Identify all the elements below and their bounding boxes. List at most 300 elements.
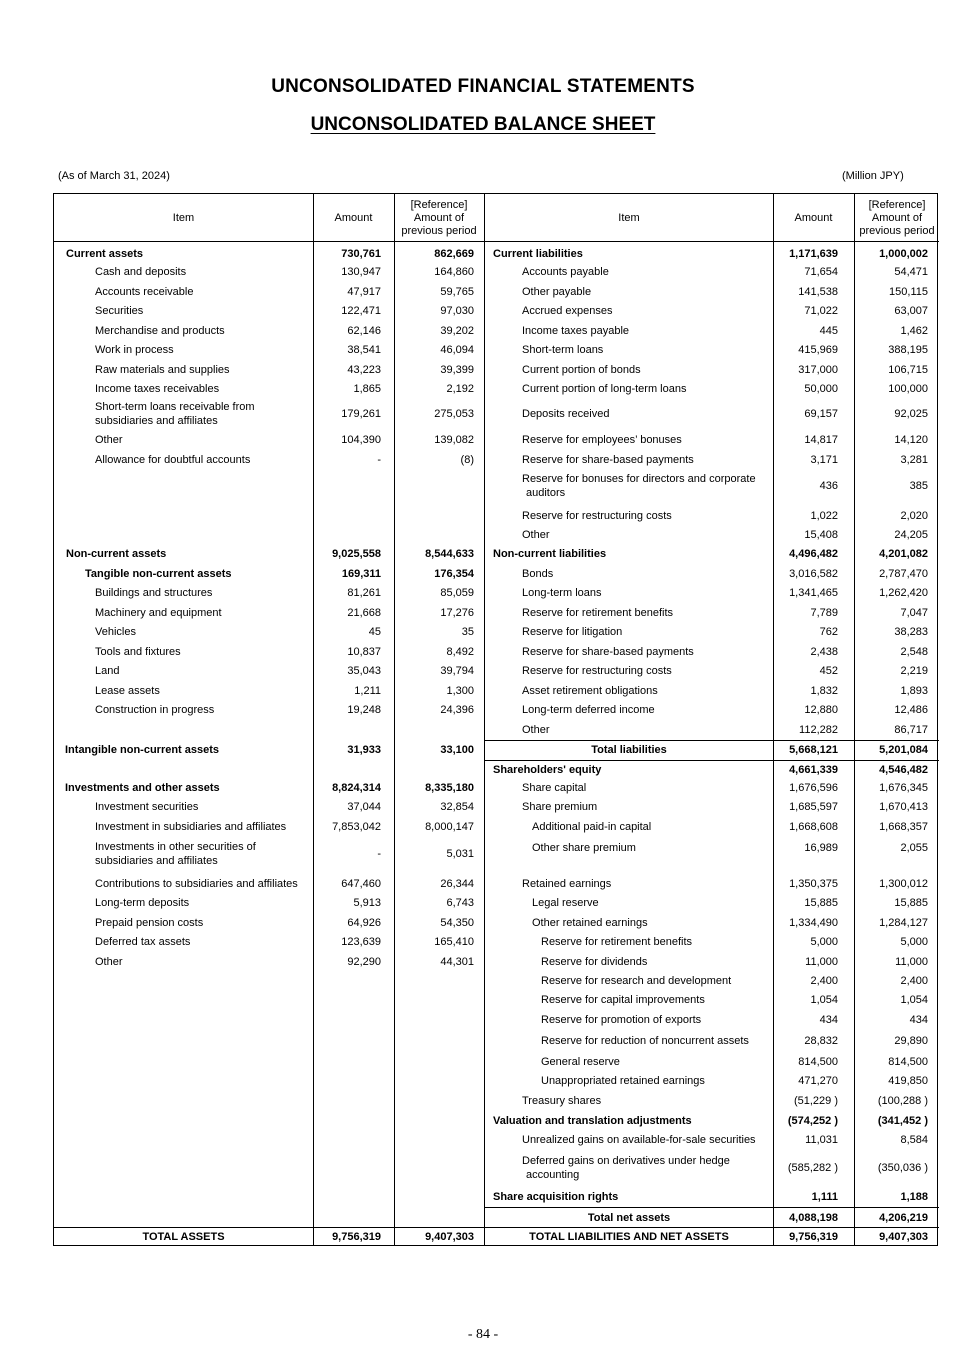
table-row [485,262,939,281]
amount-cell: (585,282 ) [787,1162,838,1174]
previous-amount-cell: 165,410 [434,935,474,948]
previous-amount-cell: 11,000 [895,955,928,968]
previous-amount-cell: 1,670,413 [879,800,928,813]
currency-unit: (Million JPY) [842,170,904,182]
table-row [54,837,484,871]
amount-cell: 1,350,375 [789,877,838,890]
row-label: Accounts payable [522,265,609,278]
amount-cell: 9,756,319 [332,1231,381,1243]
table-row [485,282,939,301]
previous-amount-cell: 59,765 [440,285,474,298]
row-label: Machinery and equipment [95,606,222,619]
previous-amount-cell: 5,000 [900,935,928,948]
amount-cell: 10,837 [347,645,381,658]
amount-cell: 16,989 [804,842,838,854]
row-label: Total net assets [587,1211,671,1224]
previous-amount-cell: 2,787,470 [879,567,928,580]
previous-amount-cell: 39,399 [440,363,474,376]
previous-amount-cell: 8,544,633 [425,547,474,560]
table-row [485,430,939,449]
row-label: Reserve for retirement benefits [541,935,693,948]
table-row [54,817,484,836]
previous-amount-cell: 8,000,147 [425,820,474,833]
row-label: Work in process [95,343,174,356]
valuation-adjustments-row [485,1111,939,1130]
table-row [485,506,939,525]
previous-amount-cell: 1,668,357 [879,820,928,833]
amount-cell: 38,541 [347,343,381,356]
previous-amount-cell: 385 [909,480,928,492]
table-row [485,1091,939,1110]
row-label: Deposits received [522,408,610,420]
amount-cell: 62,146 [347,324,381,337]
previous-amount-cell: 1,054 [900,993,928,1006]
previous-amount-cell: 1,000,002 [879,248,928,260]
row-label: Reserve for capital improvements [541,993,705,1006]
row-label: Treasury shares [522,1094,602,1107]
row-label: Legal reserve [532,896,599,909]
liabilities-header [485,194,939,242]
row-label: Share premium [522,800,598,813]
previous-amount-cell: 388,195 [888,343,928,356]
row-label: Buildings and structures [95,586,213,599]
amount-cell: 19,248 [347,703,381,716]
row-label: Construction in progress [95,703,215,716]
previous-amount-cell: 46,094 [440,343,474,356]
previous-amount-cell: 2,020 [900,509,928,522]
amount-cell: 1,211 [354,684,381,697]
noncurrent-liabilities-row [485,544,939,563]
amount-cell: 730,761 [341,248,381,260]
investments-row [54,778,484,797]
row-label: Securities [95,304,144,317]
row-label: Reserve for retirement benefits [522,606,674,619]
header-reference: [Reference] Amount of previous period [859,198,935,237]
previous-amount-cell: 1,893 [900,684,928,697]
header-item: Item [618,211,640,224]
amount-cell: 11,031 [805,1133,838,1146]
previous-amount-cell: 86,717 [894,723,928,736]
previous-amount-cell: 139,082 [434,433,474,446]
table-row [485,450,939,469]
previous-amount-cell: 4,201,082 [879,547,928,560]
amount-cell: 64,926 [347,916,381,929]
table-row [485,837,939,859]
table-row [485,1052,939,1071]
previous-amount-cell: 862,669 [434,248,474,260]
table-row [485,321,939,340]
amount-cell: 471,270 [798,1074,838,1087]
table-row [485,525,939,544]
previous-amount-cell: 2,400 [900,974,928,987]
previous-amount-cell: 2,548 [900,645,928,658]
row-label: Current assets [66,248,144,260]
amount-cell: 112,282 [799,723,838,736]
table-row [485,1130,939,1149]
row-label: Unrealized gains on available-for-sale securities [522,1133,756,1146]
previous-amount-cell: 85,059 [440,586,474,599]
amount-cell: 452 [819,664,838,677]
previous-amount-cell: 14,120 [894,433,928,446]
row-label: Reserve for share-based payments [522,453,694,466]
row-label: Other [522,528,550,541]
row-label: Merchandise and products [95,324,225,337]
amount-cell: 4,088,198 [789,1211,838,1224]
row-label: TOTAL LIABILITIES AND NET ASSETS [529,1231,729,1243]
amount-cell: 1,171,639 [789,248,838,260]
amount-cell: - [377,453,381,466]
balance-sheet-title: UNCONSOLIDATED BALANCE SHEET [310,114,656,135]
amount-cell: 1,865 [353,382,381,395]
row-label: Short-term loans [522,343,604,356]
previous-amount-cell: 17,276 [440,606,474,619]
amount-cell: 28,832 [804,1035,838,1047]
row-label: Investments in other securities of subsidiaries and affiliates [95,841,256,867]
row-label: Reserve for promotion of exports [541,1013,702,1026]
previous-amount-cell: 275,053 [434,408,474,420]
row-label: Intangible non-current assets [65,743,220,756]
row-label: General reserve [541,1055,620,1068]
amount-cell: 5,913 [353,896,381,909]
previous-amount-cell: 44,301 [440,955,474,968]
amount-cell: 3,171 [810,453,838,466]
previous-amount-cell: 35 [461,625,474,638]
table-row [485,971,939,990]
assets-header [54,194,484,242]
row-label: Reserve for litigation [522,625,623,638]
row-label: Shareholders' equity [493,764,602,776]
table-row [54,661,484,680]
previous-amount-cell: 26,344 [440,877,474,890]
amount-cell: 123,639 [341,935,381,948]
previous-amount-cell: 33,100 [440,743,474,756]
amount-cell: 317,000 [798,363,838,376]
table-row [54,379,484,398]
table-row [485,583,939,602]
previous-amount-cell: 4,546,482 [879,764,928,776]
previous-amount-cell: 9,407,303 [879,1231,928,1243]
table-row [485,1150,939,1186]
row-label: Other retained earnings [532,916,648,929]
intangible-assets-row [54,740,484,759]
row-label: Valuation and translation adjustments [493,1114,692,1127]
amount-cell: 21,668 [347,606,381,619]
amount-cell: (51,229 ) [793,1094,838,1107]
table-row [54,340,484,359]
table-row [485,778,939,797]
table-row [54,282,484,301]
table-row [485,893,939,912]
table-row [485,301,939,320]
previous-amount-cell: 5,201,084 [879,744,928,756]
previous-amount-cell: 38,283 [894,625,928,638]
table-row [485,360,939,379]
table-row [54,321,484,340]
previous-amount-cell: 54,471 [894,265,928,278]
row-label: Income taxes receivables [95,382,220,395]
table-row [485,797,939,816]
amount-cell: 4,661,339 [789,764,838,776]
row-label: Investment securities [95,800,199,813]
row-label: Long-term loans [522,586,602,599]
current-liabilities-row [485,245,939,263]
amount-cell: 9,756,319 [789,1231,838,1243]
amount-cell: 69,157 [804,408,838,420]
header-item: Item [172,211,195,224]
amount-cell: 1,668,608 [789,820,838,833]
table-row [485,1010,939,1029]
row-label: Reserve for employees’ bonuses [522,433,682,446]
row-label: Reserve for share-based payments [522,645,694,658]
row-label: Other [95,955,123,968]
previous-amount-cell: (350,036 ) [877,1162,928,1174]
previous-amount-cell: 814,500 [888,1055,928,1068]
amount-cell: 37,044 [347,800,381,813]
amount-cell: 762 [819,625,838,638]
previous-amount-cell: (8) [460,453,474,466]
table-row [485,817,939,836]
row-label: Additional paid-in capital [532,820,652,833]
row-label: Other [522,723,550,736]
row-label: Non-current liabilities [493,547,607,560]
amount-cell: 92,290 [347,955,381,968]
row-label: Vehicles [95,625,136,638]
previous-amount-cell: 9,407,303 [425,1231,474,1243]
previous-amount-cell: 39,794 [440,664,474,677]
previous-amount-cell: 24,205 [894,528,928,541]
noncurrent-assets-row [54,544,484,563]
shareholders-equity-row [485,760,939,779]
previous-amount-cell: 2,219 [900,664,928,677]
as-of-date: (As of March 31, 2024) [58,170,170,182]
row-label: Reserve for bonuses for directors and corporate auditors [522,473,756,499]
previous-amount-cell: 5,031 [446,848,474,860]
row-label: Tools and fixtures [95,645,181,658]
amount-cell: 11,000 [805,955,838,968]
previous-amount-cell: 176,354 [434,567,474,580]
previous-amount-cell: 8,335,180 [425,781,474,794]
amount-cell: 1,111 [811,1190,838,1203]
table-row [485,340,939,359]
row-label: Share acquisition rights [493,1190,619,1203]
previous-amount-cell: 1,284,127 [879,916,928,929]
previous-amount-cell: 1,262,420 [879,586,928,599]
previous-amount-cell: 1,300,012 [879,877,928,890]
table-row [54,642,484,661]
table-row [485,469,939,503]
table-row [485,642,939,661]
table-row [485,700,939,719]
row-label: Accounts receivable [95,285,194,298]
previous-amount-cell: 32,854 [440,800,474,813]
row-label: Investments and other assets [65,781,220,794]
amount-cell: 814,500 [798,1055,838,1068]
amount-cell: 2,400 [810,974,838,987]
table-row [54,301,484,320]
amount-cell: 15,408 [804,528,838,541]
table-row [54,360,484,379]
row-label: TOTAL ASSETS [142,1231,225,1243]
amount-cell: 35,043 [347,664,381,677]
document-title: UNCONSOLIDATED FINANCIAL STATEMENTS [271,76,695,97]
row-label: Long-term deposits [95,896,190,909]
row-label: Contributions to subsidiaries and affiliates [95,877,298,890]
table-row [485,720,939,739]
row-label: Reserve for reduction of noncurrent assets [541,1035,749,1047]
row-label: Unappropriated retained earnings [541,1074,705,1087]
previous-amount-cell: 7,047 [900,606,928,619]
row-label: Prepaid pension costs [95,916,204,929]
balance-sheet-table [53,193,938,1246]
previous-amount-cell: 100,000 [888,382,928,395]
row-label: Accrued expenses [522,304,613,317]
table-row [485,932,939,951]
table-row [485,603,939,622]
previous-amount-cell: 6,743 [446,896,474,909]
amount-cell: 1,054 [810,993,838,1006]
row-label: Asset retirement obligations [522,684,658,697]
table-row [485,990,939,1009]
previous-amount-cell: 2,055 [900,842,928,854]
amount-cell: 47,917 [347,285,381,298]
amount-cell: 647,460 [341,877,381,890]
table-row [54,893,484,912]
total-liabilities-row [485,740,939,759]
row-label: Deferred gains on derivatives under hedge accounting [522,1155,730,1181]
amount-cell: 436 [819,480,838,492]
amount-cell: 8,824,314 [332,781,381,794]
amount-cell: 1,341,465 [789,586,838,599]
table-row [54,430,484,449]
amount-cell: 3,016,582 [789,567,838,580]
header-amount: Amount [334,211,373,224]
amount-cell: 7,789 [810,606,838,619]
amount-cell: - [377,848,381,860]
row-label: Investment in subsidiaries and affiliates [95,820,287,833]
amount-cell: 5,000 [810,935,838,948]
amount-cell: 71,654 [804,265,838,278]
amount-cell: 1,832 [810,684,838,697]
total-assets-row [54,1227,484,1246]
row-label: Income taxes payable [522,324,630,337]
previous-amount-cell: 164,860 [434,265,474,278]
amount-cell: 43,223 [347,363,381,376]
table-row [485,681,939,700]
row-label: Raw materials and supplies [95,363,230,376]
table-row [485,661,939,680]
table-row [485,952,939,971]
previous-amount-cell: 434 [909,1013,928,1026]
liabilities-column [484,194,939,1245]
amount-cell: 14,817 [804,433,838,446]
table-row [54,700,484,719]
previous-amount-cell: 2,192 [446,382,474,395]
previous-amount-cell: 39,202 [440,324,474,337]
table-row [54,913,484,932]
previous-amount-cell: 150,115 [889,285,928,298]
row-label: Tangible non-current assets [85,567,232,580]
amount-cell: 122,471 [341,304,381,317]
previous-amount-cell: 29,890 [894,1035,928,1047]
table-row [485,622,939,641]
row-label: Lease assets [95,684,160,697]
current-assets-row [54,245,484,263]
amount-cell: 5,668,121 [789,744,838,756]
previous-amount-cell: 1,188 [900,1190,928,1203]
row-label: Current portion of bonds [522,363,641,376]
amount-cell: 81,261 [347,586,381,599]
total-liabilities-net-assets-row [485,1227,939,1246]
previous-amount-cell: 4,206,219 [879,1211,928,1224]
row-label: Land [95,664,120,677]
amount-cell: 1,334,490 [789,916,838,929]
row-label: Share capital [522,781,587,794]
row-label: Deferred tax assets [95,935,191,948]
table-row [485,564,939,583]
row-label: Reserve for restructuring costs [522,509,672,522]
table-row [54,681,484,700]
previous-amount-cell: 92,025 [894,408,928,420]
table-row [54,450,484,469]
table-row [54,603,484,622]
table-row [485,397,939,431]
row-label: Non-current assets [66,547,167,560]
row-label: Other share premium [532,842,636,854]
row-label: Total liabilities [591,744,667,756]
tangible-assets-row [54,564,484,583]
header-reference: [Reference] Amount of previous period [401,198,477,237]
amount-cell: 104,390 [341,433,381,446]
previous-amount-cell: 419,850 [888,1074,928,1087]
amount-cell: 179,261 [341,408,381,420]
row-label: Current liabilities [493,248,583,260]
previous-amount-cell: 12,486 [894,703,928,716]
amount-cell: 169,311 [341,567,381,580]
amount-cell: 415,969 [798,343,838,356]
table-row [54,797,484,816]
row-label: Reserve for dividends [541,955,648,968]
amount-cell: 1,685,597 [789,800,838,813]
previous-amount-cell: 1,462 [900,324,928,337]
amount-cell: 434 [819,1013,838,1026]
table-row [54,932,484,951]
amount-cell: 141,538 [798,285,838,298]
previous-amount-cell: 1,300 [446,684,474,697]
amount-cell: 1,676,596 [789,781,838,794]
row-label: Allowance for doubtful accounts [95,453,251,466]
table-row [485,1030,939,1052]
row-label: Short-term loans receivable from subsidiaries and affiliates [95,401,255,427]
row-label: Long-term deferred income [522,703,655,716]
previous-amount-cell: 1,676,345 [879,781,928,794]
amount-cell: 9,025,558 [332,547,381,560]
amount-cell: 12,880 [804,703,838,716]
previous-amount-cell: 15,885 [894,896,928,909]
previous-amount-cell: (341,452 ) [877,1114,928,1127]
previous-amount-cell: 8,584 [900,1133,928,1146]
previous-amount-cell: 8,492 [446,645,474,658]
share-acquisition-rights-row [485,1187,939,1206]
table-row [54,583,484,602]
amount-cell: (574,252 ) [787,1114,838,1127]
table-row [54,952,484,971]
amount-cell: 7,853,042 [332,820,381,833]
previous-amount-cell: (100,288 ) [877,1094,928,1107]
table-row [485,874,939,893]
header-amount: Amount [794,211,833,224]
amount-cell: 130,947 [341,265,381,278]
previous-amount-cell: 63,007 [894,304,928,317]
